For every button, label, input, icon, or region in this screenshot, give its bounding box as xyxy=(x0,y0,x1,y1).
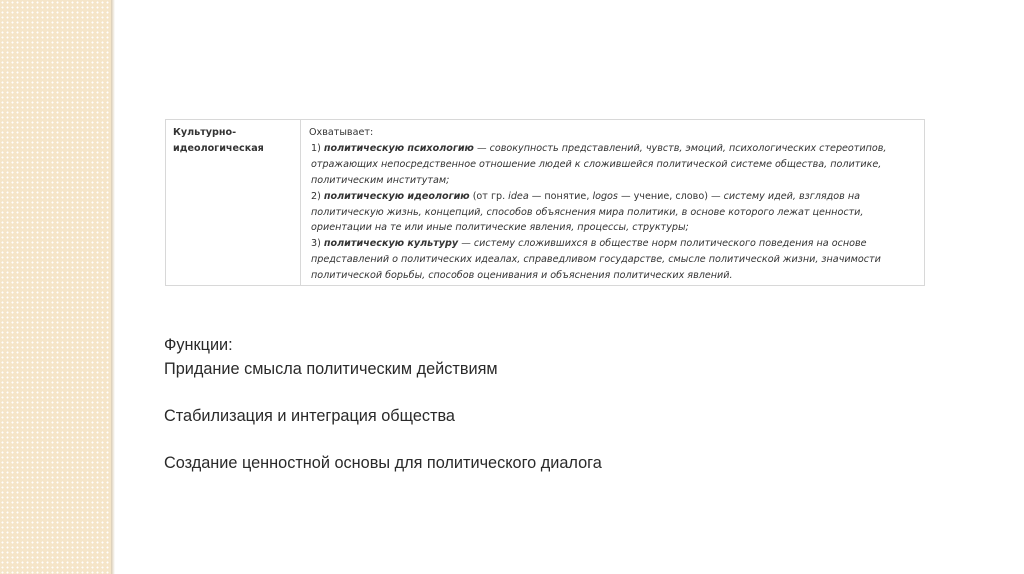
list-item xyxy=(309,236,916,284)
item-text: logos xyxy=(592,190,618,202)
functions-heading: Функции: xyxy=(164,336,233,354)
item-text: — совокупность представлений, чувств, эмоций, психологических стереотипов, отражающих непосредственное отношение людей к сложившейся политической системе общества, политике, политическим институтам; xyxy=(311,142,887,186)
item-term: политическую культуру xyxy=(323,238,459,250)
decorative-side-band xyxy=(0,0,111,574)
item-text: — понятие, xyxy=(528,190,593,202)
item-text: — систему идей, взглядов на политическую жизнь, концепций, способов объяснения мира политики, в основе которого лежат ценности, ориентации на те или иные политические явления, процессы, структуры; xyxy=(311,190,864,234)
function-item: Придание смысла политическим действиям xyxy=(164,359,498,378)
item-text: — систему сложившихся в обществе норм политического поведения на основе представлений о политических идеалах, справедливом государстве, смысле политической жизни, значимости политической борьбы, способов оценивания и объяснения политических явлений. xyxy=(311,238,881,282)
list-item xyxy=(309,189,916,237)
function-item: Создание ценностной основы для политического диалога xyxy=(164,453,602,472)
item-number: 2) xyxy=(311,190,321,202)
item-number: 3) xyxy=(311,238,321,250)
item-text: idea xyxy=(508,190,529,202)
table-right-cell xyxy=(301,120,924,285)
spacer xyxy=(164,381,984,405)
item-term: политическую идеологию xyxy=(323,190,470,202)
description-table xyxy=(165,119,925,286)
functions-block xyxy=(164,334,984,475)
cell-label-line: идеологическая xyxy=(173,142,264,154)
item-text: — учение, слово) xyxy=(617,190,711,202)
spacer xyxy=(164,428,984,452)
item-term: политическую психологию xyxy=(323,142,474,154)
item-text: (от гр. xyxy=(469,190,509,202)
cell-intro: Охватывает: xyxy=(309,127,374,138)
list-item xyxy=(309,141,916,189)
table-left-cell xyxy=(166,120,301,285)
function-item: Стабилизация и интеграция общества xyxy=(164,406,455,425)
side-band-shadow xyxy=(111,0,115,574)
item-number: 1) xyxy=(311,142,321,154)
cell-label-line: Культурно- xyxy=(173,127,237,138)
